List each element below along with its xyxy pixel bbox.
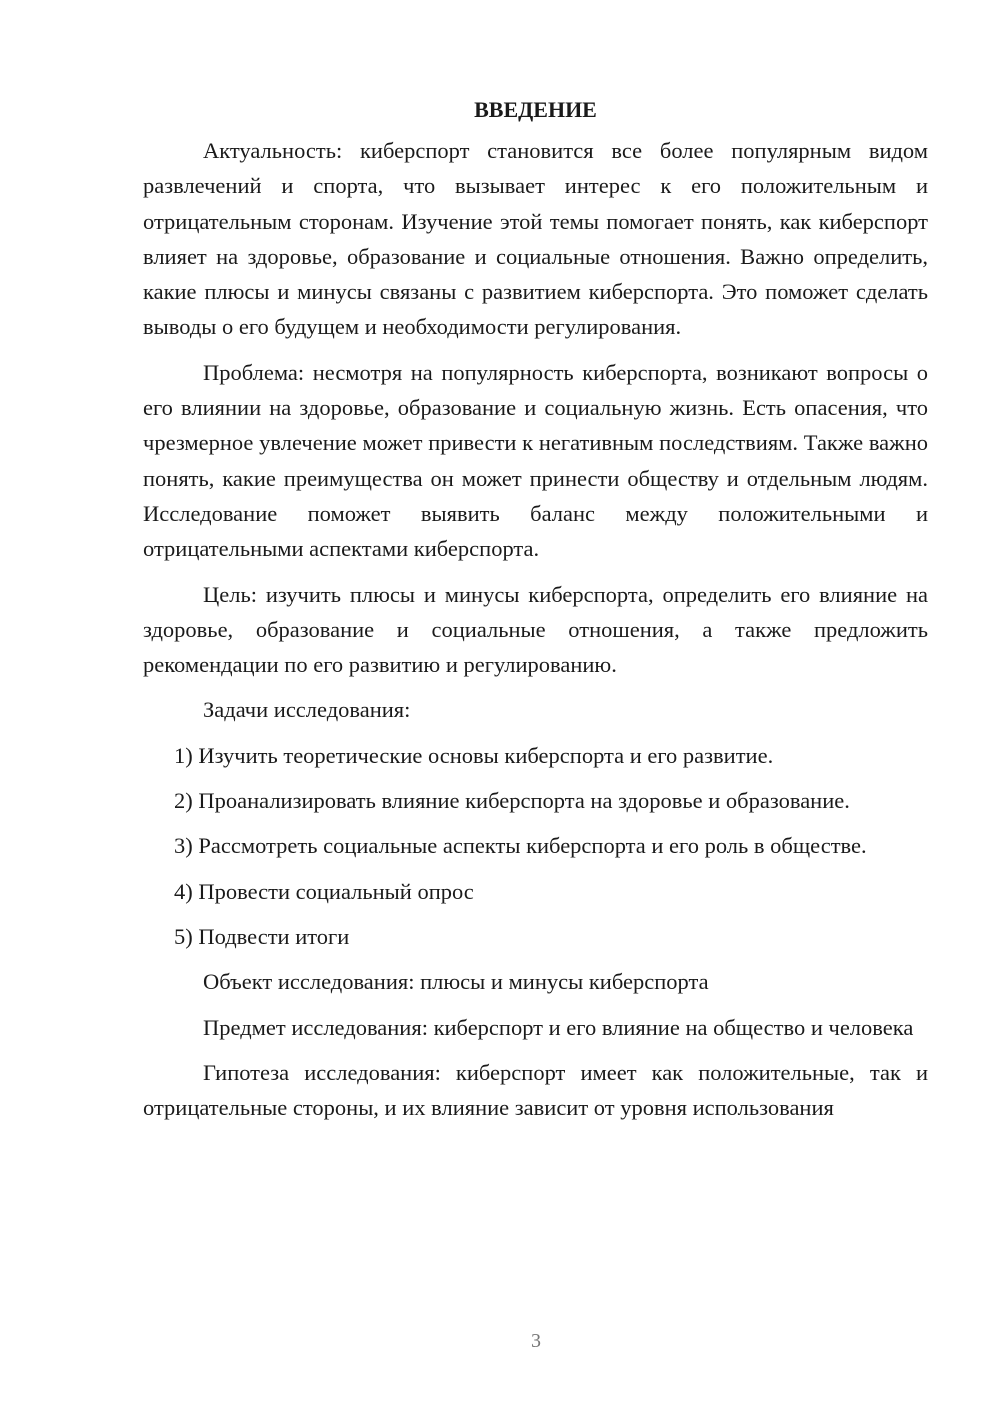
paragraph-subject: Предмет исследования: киберспорт и его влияние на общество и человека — [203, 1014, 914, 1040]
task-item-1: 1) Изучить теоретические основы киберспорта и его развитие. — [174, 742, 774, 768]
paragraph-hypothesis: Гипотеза исследования: киберспорт имеет как положительные, так и отрицательные стороны, и их влияние зависит от уровня использования — [143, 1059, 928, 1121]
task-item-4: 4) Провести социальный опрос — [174, 878, 474, 904]
paragraph-relevance: Актуальность: киберспорт становится все более популярным видом развлечений и спорта, что вызывает интерес к его положительным и отрицательным сторонам. Изучение этой темы помогает понять, как киберспорт влияет на здоровье, образование и социальные отношения. Важно определить, какие плюсы и минусы связаны с развитием киберспорта. Это поможет сделать выводы о его будущем и необходимости регулирования. — [143, 138, 928, 340]
task-item-2: 2) Проанализировать влияние киберспорта на здоровье и образование. — [174, 788, 850, 814]
document-page — [143, 92, 928, 1125]
tasks-title: Задачи исследования: — [203, 697, 411, 723]
task-item-5: 5) Подвести итоги — [174, 923, 350, 949]
paragraph-goal: Цель: изучить плюсы и минусы киберспорта, определить его влияние на здоровье, образование и социальные отношения, а также предложить рекомендации по его развитию и регулированию. — [143, 581, 928, 678]
task-item-3: 3) Рассмотреть социальные аспекты киберспорта и его роль в обществе. — [174, 833, 867, 859]
page-number: 3 — [531, 1330, 541, 1352]
paragraph-problem: Проблема: несмотря на популярность киберспорта, возникают вопросы о его влиянии на здоровье, образование и социальную жизнь. Есть опасения, что чрезмерное увлечение может привести к негативным последствиям. Также важно понять, какие преимущества он может принести обществу и отдельным людям. Исследование поможет выявить баланс между положительными и отрицательными аспектами киберспорта. — [143, 359, 928, 562]
paragraph-object: Объект исследования: плюсы и минусы киберспорта — [203, 969, 709, 995]
section-heading: ВВЕДЕНИЕ — [474, 97, 597, 122]
